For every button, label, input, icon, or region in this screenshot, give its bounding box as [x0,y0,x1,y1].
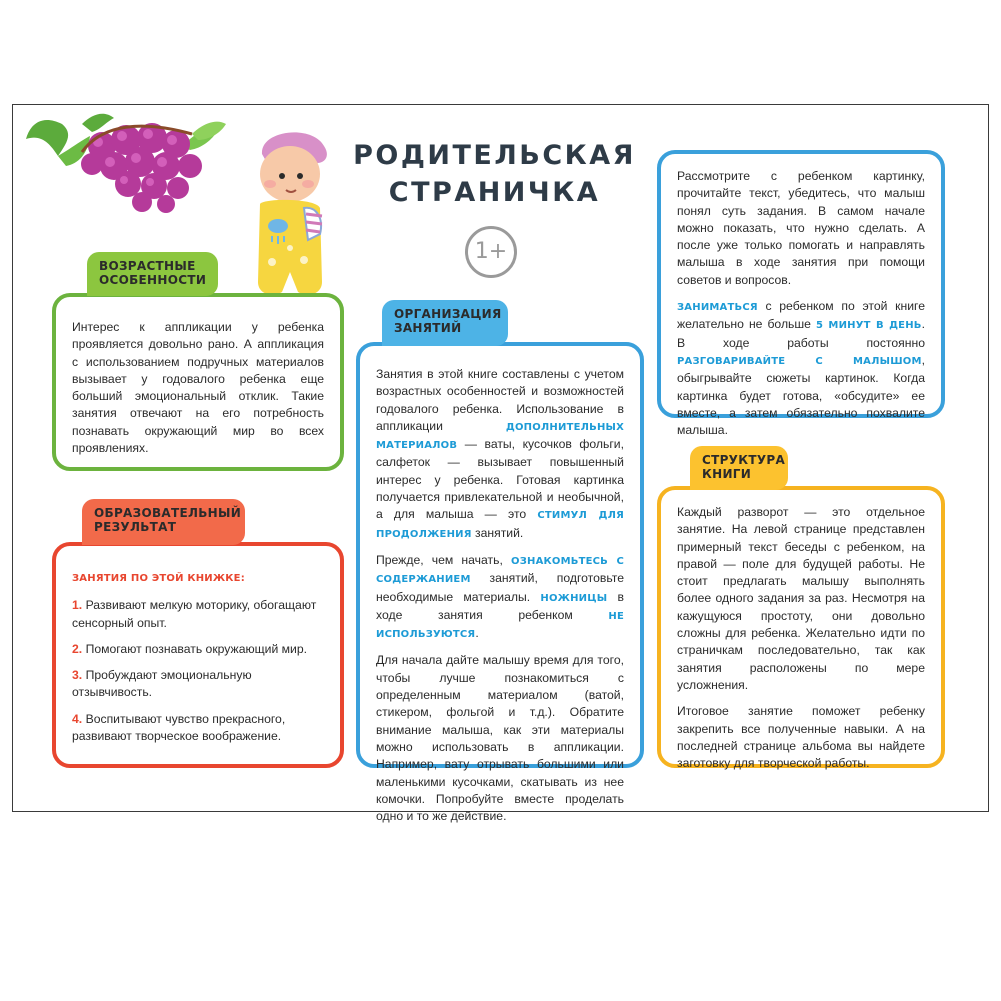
education-result-tag [82,499,245,545]
result-item-4: 4. Воспитывают чувство прекрасного, развивают творческое воображение. [72,711,286,744]
age-features-text: Интерес к аппликации у ребенка проявляется довольно рано. А аппликация с использованием подручных материалов вызывает у годовалого ребенка еще больший эмоциональный отклик. Такие занятия отвечают на его потребность познавать окружающий мир во всех проявлениях. [72,320,324,456]
education-result-tag-line1: ОБРАЗОВАТЕЛЬНЫЙ [94,506,242,520]
organization-paragraph-2: Прежде, чем начать, ОЗНАКОМЬТЕСЬ С СОДЕРЖАНИЕМ занятий, подготовьте необходимые материалы. НОЖНИЦЫ в ходе занятия ребенком НЕ ИСПОЛЬЗУЮТСЯ. [376,552,624,641]
organization-tag-line2: ЗАНЯТИЙ [394,321,462,335]
structure-tag [690,446,788,490]
organization-paragraph-1: Занятия в этой книге составлены с учетом возрастных особенностей и возможностей годовалого ребенка. Использование в аппликации ДОПОЛНИТЕЛЬНЫХ МАТЕРИАЛОВ — ваты, кусочков фольги, салфеток — вызывает повышенный интерес у ребенка. Готовая картинка получается привлекательной и необычной, а для малыша — это СТИМУЛ ДЛЯ ПРОДОЛЖЕНИЯ занятий. [376,367,625,540]
organization-paragraph-3: Для начала дайте малышу время для того, чтобы лучше познакомиться с определенным материалом (ватой, стикером, фольгой и т.д.). Обратите внимание малыша, как эти материалы можно использовать в аппликации. Например, вату отрывать большими или маленькими кусочками, скатывать из нее комочки. Попробуйте вместе проделать одно и то же действие. [376,653,624,824]
result-item-1: 1. Развивают мелкую моторику, обогащают сенсорный опыт. [72,598,317,630]
tips-paragraph-2: ЗАНИМАТЬСЯ с ребенком по этой книге желательно не больше 5 МИНУТ В ДЕНЬ. В ходе работы постоянно РАЗГОВАРИВАЙТЕ С МАЛЫШОМ, обыгрывайте сюжеты картинок. Когда картинка будет готова, «обсудите» ее вместе, а затем обязательно похвалите малыша. [677,299,925,438]
page-title [352,137,637,211]
age-badge: 1+ [465,226,517,278]
baby-illustration [242,122,342,300]
organization-box [356,342,644,824]
page-title-line2: СТРАНИЧКА [388,177,601,208]
result-subtitle: ЗАНЯТИЯ ПО ЭТОЙ КНИЖКЕ: [72,573,245,584]
grapes-illustration [22,104,252,214]
result-item-3: 3. Пробуждают эмоциональную отзывчивость. [72,668,252,700]
age-features-box [52,293,344,471]
age-features-tag [87,252,218,296]
age-features-tag-line1: ВОЗРАСТНЫЕ [99,259,196,273]
page-title-line1: РОДИТЕЛЬСКАЯ [353,140,636,171]
structure-tag-line1: СТРУКТУРА [702,453,786,467]
structure-paragraph-2: Итоговое занятие поможет ребенку закрепить все полученные навыки. А на последней странице альбома вы найдете заготовку для творческой работы. [677,704,925,771]
result-item-2: 2. Помогают познавать окружающий мир. [72,641,307,656]
structure-box [657,486,945,771]
organization-tag-line1: ОРГАНИЗАЦИЯ [394,307,502,321]
education-result-tag-line2: РЕЗУЛЬТАТ [94,520,177,534]
tips-paragraph-1: Рассмотрите с ребенком картинку, прочитайте текст, убедитесь, что малыш понял суть задания. В самом начале можно показать, что нужно сделать. А после уже только помогать и направлять малыша в ходе занятия при помощи советов и вопросов. [677,169,925,287]
tips-box [657,150,945,438]
structure-paragraph-1: Каждый разворот — это отдельное занятие. На левой странице представлен примерный текст беседы с ребенком, на правой — поле для будущей работы. Не стоит предлагать малышу выполнять более одного задания за раз. Несмотря на кажущуюся простоту, они довольно сложны для ребенка. Желательно идти по страничкам последовательно, так как занятия расположены по мере усложнения. [677,505,925,692]
age-features-tag-line2: ОСОБЕННОСТИ [99,273,207,287]
structure-tag-line2: КНИГИ [702,467,752,481]
education-result-box [52,542,344,768]
organization-tag [382,300,508,346]
